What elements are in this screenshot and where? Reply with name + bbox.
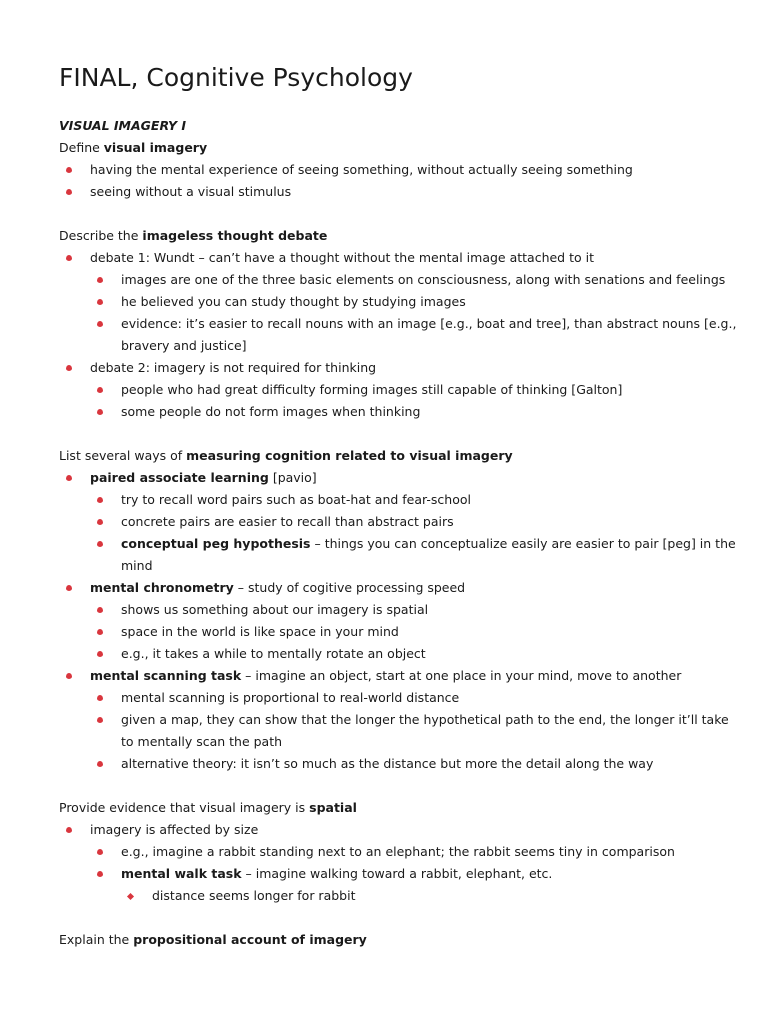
question-imagery-spatial (59, 797, 739, 819)
list-item: seeing without a visual stimulus (59, 181, 739, 203)
bullet-icon (97, 717, 103, 723)
question-term: measuring cognition related to visual imagery (186, 448, 513, 463)
bullet-icon (97, 695, 103, 701)
question-propositional-account (59, 929, 739, 951)
page-title: FINAL, Cognitive Psychology (59, 63, 413, 92)
bullet-icon (97, 321, 103, 327)
bullet-icon (97, 541, 103, 547)
list-item: distance seems longer for rabbit (59, 885, 739, 907)
bullet-icon (97, 519, 103, 525)
question-prefix: List several ways of (59, 448, 187, 463)
question-term: imageless thought debate (142, 228, 328, 243)
answer-list (59, 819, 739, 907)
list-item: conceptual peg hypothesis – things you can conceptualize easily are easier to pair [peg] in the (59, 533, 739, 555)
bullet-icon (66, 585, 72, 591)
bullet-icon (97, 761, 103, 767)
question-prefix: Define (59, 140, 104, 155)
bullet-icon (97, 629, 103, 635)
list-item: mental chronometry – study of cogitive processing speed (59, 577, 739, 599)
question-prefix: Explain the (59, 932, 134, 947)
answer-list (59, 467, 739, 775)
list-item-continuation: mind (121, 558, 153, 573)
answer-list (59, 247, 739, 423)
question-prefix: Provide evidence that visual imagery is (59, 800, 310, 815)
list-item-continuation: bravery and justice] (121, 338, 247, 353)
list-item: paired associate learning [pavio] (59, 467, 739, 489)
list-item: shows us something about our imagery is spatial (59, 599, 739, 621)
answer-list (59, 159, 739, 203)
list-item: people who had great difficulty forming images still capable of thinking [Galton] (59, 379, 739, 401)
bullet-icon (97, 497, 103, 503)
list-item-continuation: to mentally scan the path (121, 734, 283, 749)
list-item: mental walk task – imagine walking toward a rabbit, elephant, etc. (59, 863, 739, 885)
list-item: try to recall word pairs such as boat-hat and fear-school (59, 489, 739, 511)
bullet-icon (97, 849, 103, 855)
question-prefix: Describe the (59, 228, 143, 243)
bullet-icon (97, 409, 103, 415)
list-item: space in the world is like space in your mind (59, 621, 739, 643)
bullet-icon (97, 651, 103, 657)
question-imageless-thought (59, 225, 739, 247)
list-item: alternative theory: it isn’t so much as the distance but more the detail along the way (59, 753, 739, 775)
bullet-icon (66, 365, 72, 371)
list-item: given a map, they can show that the longer the hypothetical path to the end, the longer it’ll take (59, 709, 739, 731)
list-item: e.g., imagine a rabbit standing next to an elephant; the rabbit seems tiny in comparison (59, 841, 739, 863)
list-item: debate 1: Wundt – can’t have a thought without the mental image attached to it (59, 247, 739, 269)
bullet-icon (66, 475, 72, 481)
bullet-icon (66, 255, 72, 261)
list-item: having the mental experience of seeing something, without actually seeing something (59, 159, 739, 181)
question-term: propositional account of imagery (133, 932, 367, 947)
question-term: visual imagery (103, 140, 208, 155)
list-item: imagery is affected by size (59, 819, 739, 841)
list-item: evidence: it’s easier to recall nouns with an image [e.g., boat and tree], than abstract nouns [e.g., (59, 313, 739, 335)
bullet-icon (66, 167, 72, 173)
list-item: debate 2: imagery is not required for thinking (59, 357, 739, 379)
bullet-icon (97, 387, 103, 393)
bullet-icon (66, 673, 72, 679)
document-body (59, 115, 739, 951)
list-item: e.g., it takes a while to mentally rotate an object (59, 643, 739, 665)
bullet-icon (66, 189, 72, 195)
bullet-icon (97, 277, 103, 283)
section-heading: VISUAL IMAGERY I (59, 118, 187, 133)
question-term: spatial (309, 800, 357, 815)
list-item: some people do not form images when thinking (59, 401, 739, 423)
list-item: images are one of the three basic elements on consciousness, along with senations and feelings (59, 269, 739, 291)
bullet-icon (66, 827, 72, 833)
question-measuring-cognition (59, 445, 739, 467)
list-item: mental scanning task – imagine an object, start at one place in your mind, move to another (59, 665, 739, 687)
question-define-visual-imagery (59, 137, 739, 159)
list-item: concrete pairs are easier to recall than abstract pairs (59, 511, 739, 533)
bullet-icon (97, 607, 103, 613)
list-item: mental scanning is proportional to real-world distance (59, 687, 739, 709)
diamond-bullet-icon (127, 893, 134, 900)
list-item: he believed you can study thought by studying images (59, 291, 739, 313)
bullet-icon (97, 871, 103, 877)
bullet-icon (97, 299, 103, 305)
